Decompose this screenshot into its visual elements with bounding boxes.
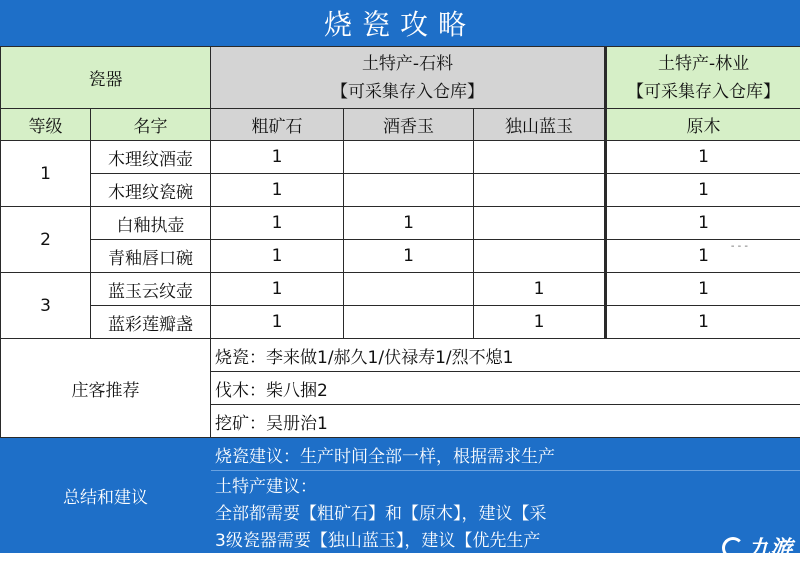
header-stone-group <box>211 47 606 109</box>
logo-swirl-icon <box>722 537 744 559</box>
rough-ore-cell: 1 <box>211 207 344 240</box>
recommend-line: 挖矿：吴册治1 <box>211 405 800 438</box>
header-forest-group <box>606 47 800 109</box>
rough-ore-cell: 1 <box>211 306 344 339</box>
header-porcelain: 瓷器 <box>1 47 211 109</box>
table-row <box>1 174 800 207</box>
wood-cell: 1 <box>606 306 800 339</box>
level-cell: 1 <box>1 141 91 207</box>
rough-ore-cell: 1 <box>211 240 344 273</box>
recommend-line: 伐木：柴八捆2 <box>211 372 800 405</box>
summary-line: 土特产建议： <box>211 471 800 498</box>
summary-line: 烧瓷建议：生产时间全部一样，根据需求生产 <box>211 438 800 471</box>
table-row <box>1 141 800 174</box>
wood-cell: 1 <box>606 273 800 306</box>
rough-ore-cell: 1 <box>211 141 344 174</box>
recommend-line: 烧瓷：李来做1/郝久1/伏禄寿1/烈不熄1 <box>211 339 800 372</box>
material-table <box>0 46 800 553</box>
dushan-jade-cell <box>474 207 606 240</box>
wine-jade-cell: 1 <box>344 207 474 240</box>
watermark-logo <box>722 532 792 563</box>
item-name: 青釉唇口碗 <box>91 240 211 273</box>
decorative-dash: - - - <box>730 241 748 252</box>
wood-cell: 1 <box>606 207 800 240</box>
wine-jade-cell <box>344 273 474 306</box>
wood-cell: 1 <box>606 141 800 174</box>
header-forest-title: 土特产-林业 <box>657 53 750 74</box>
dushan-jade-cell <box>474 141 606 174</box>
col-header-rough-ore: 粗矿石 <box>211 109 344 141</box>
header-stone-note: 【可采集存入仓库】 <box>331 81 485 102</box>
dushan-jade-cell: 1 <box>474 306 606 339</box>
summary-line: 全部都需要【粗矿石】和【原木】，建议【采 <box>211 498 800 525</box>
header-forest-note: 【可采集存入仓库】 <box>627 81 781 102</box>
col-header-level: 等级 <box>1 109 91 141</box>
table-row <box>1 273 800 306</box>
dushan-jade-cell <box>474 240 606 273</box>
wine-jade-cell <box>344 141 474 174</box>
rough-ore-cell: 1 <box>211 273 344 306</box>
wood-cell: 1 <box>606 240 800 273</box>
table-row <box>1 207 800 240</box>
item-name: 白釉执壶 <box>91 207 211 240</box>
col-header-dushan-jade: 独山蓝玉 <box>474 109 606 141</box>
level-cell: 2 <box>1 207 91 273</box>
recommend-label: 庄客推荐 <box>1 339 211 438</box>
wine-jade-cell <box>344 306 474 339</box>
item-name: 蓝玉云纹壶 <box>91 273 211 306</box>
table-row <box>1 240 800 273</box>
wine-jade-cell <box>344 174 474 207</box>
dushan-jade-cell: 1 <box>474 273 606 306</box>
page-title: 烧瓷攻略 <box>0 0 800 46</box>
wood-cell: 1 <box>606 174 800 207</box>
watermark-text: 九游 <box>747 537 792 562</box>
item-name: 木理纹瓷碗 <box>91 174 211 207</box>
item-name: 蓝彩莲瓣盏 <box>91 306 211 339</box>
wine-jade-cell: 1 <box>344 240 474 273</box>
col-header-wood: 原木 <box>606 109 800 141</box>
table-row <box>1 306 800 339</box>
item-name: 木理纹酒壶 <box>91 141 211 174</box>
summary-label: 总结和建议 <box>1 438 211 553</box>
summary-line: 3级瓷器需要【独山蓝玉】，建议【优先生产 <box>211 525 800 553</box>
col-header-name: 名字 <box>91 109 211 141</box>
level-cell: 3 <box>1 273 91 339</box>
header-stone-title: 土特产-石料 <box>361 53 454 74</box>
col-header-wine-jade: 酒香玉 <box>344 109 474 141</box>
dushan-jade-cell <box>474 174 606 207</box>
rough-ore-cell: 1 <box>211 174 344 207</box>
